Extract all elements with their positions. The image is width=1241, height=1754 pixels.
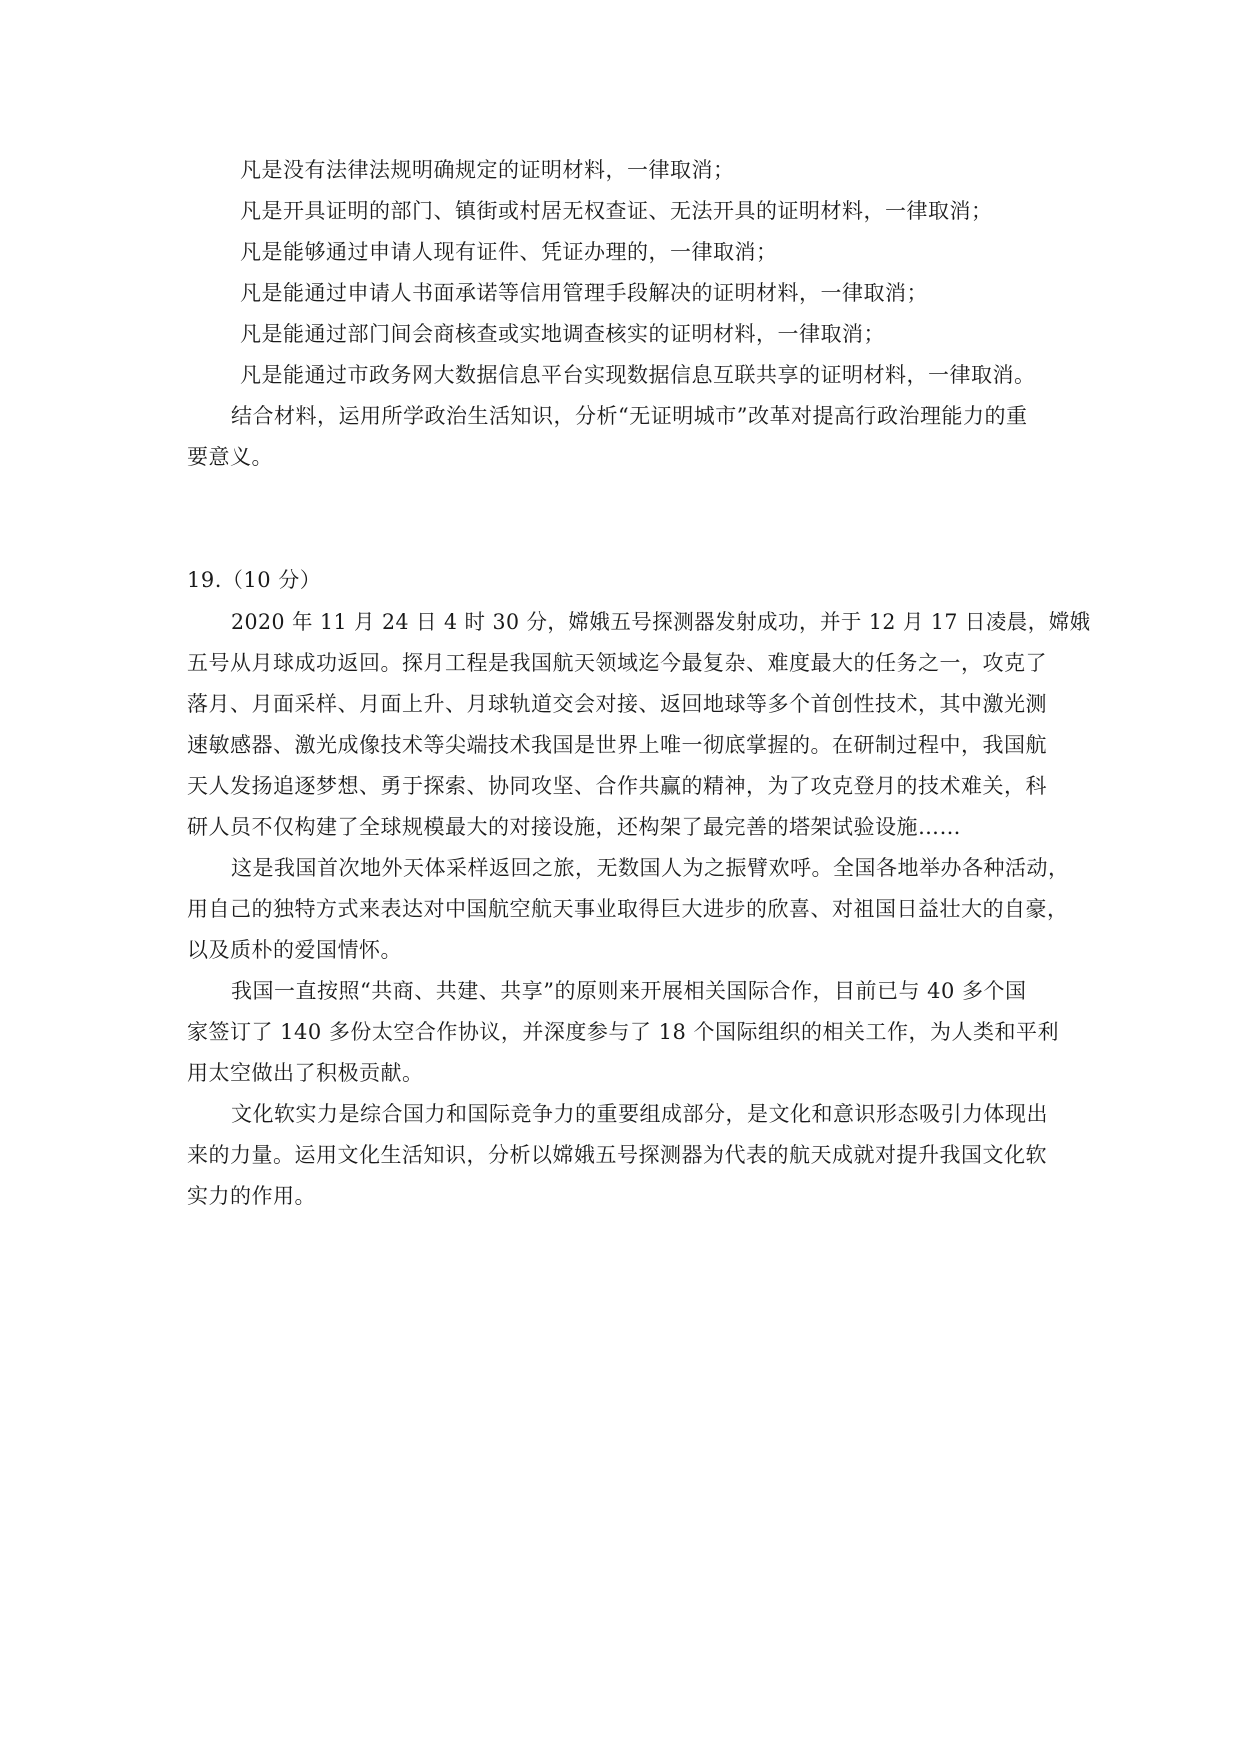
q19-p1-line-1: 2020 年 11 月 24 日 4 时 30 分，嫦娥五号探测器发射成功，并于 12 月 17 日凌晨，嫦娥 — [231, 610, 1091, 634]
rule-line-1: 凡是没有法律法规明确规定的证明材料，一律取消； — [240, 158, 735, 182]
q19-p3-line-3: 用太空做出了积极贡献。 — [187, 1061, 424, 1085]
q19-p4-line-3: 实力的作用。 — [187, 1184, 316, 1208]
rule-line-6: 凡是能通过市政务网大数据信息平台实现数据信息互联共享的证明材料，一律取消。 — [240, 363, 1036, 387]
q19-p2-line-1: 这是我国首次地外天体采样返回之旅，无数国人为之振臂欢呼。全国各地举办各种活动， — [231, 856, 1070, 880]
question-19-heading: 19.（10 分） — [187, 568, 322, 592]
rule-line-5: 凡是能通过部门间会商核查或实地调查核实的证明材料，一律取消； — [240, 322, 885, 346]
rule-line-2: 凡是开具证明的部门、镇街或村居无权查证、无法开具的证明材料，一律取消； — [240, 199, 993, 223]
question-18-line-1: 结合材料，运用所学政治生活知识，分析“无证明城市”改革对提高行政治理能力的重 — [231, 404, 1028, 428]
rule-line-3: 凡是能够通过申请人现有证件、凭证办理的，一律取消； — [240, 240, 778, 264]
q19-p2-line-3: 以及质朴的爱国情怀。 — [187, 938, 402, 962]
q19-p4-line-2: 来的力量。运用文化生活知识，分析以嫦娥五号探测器为代表的航天成就对提升我国文化软 — [187, 1143, 1047, 1167]
q19-p1-line-3: 落月、月面采样、月面上升、月球轨道交会对接、返回地球等多个首创性技术，其中激光测 — [187, 692, 1047, 716]
q19-p3-line-1: 我国一直按照“共商、共建、共享”的原则来开展相关国际合作，目前已与 40 多个国 — [231, 979, 1027, 1003]
question-18-line-2: 要意义。 — [187, 445, 273, 469]
q19-p2-line-2: 用自己的独特方式来表达对中国航空航天事业取得巨大进步的欣喜、对祖国日益壮大的自豪， — [187, 897, 1069, 921]
q19-p3-line-2: 家签订了 140 多份太空合作协议，并深度参与了 18 个国际组织的相关工作，为人类和平利 — [187, 1020, 1060, 1044]
q19-p1-line-4: 速敏感器、激光成像技术等尖端技术我国是世界上唯一彻底掌握的。在研制过程中，我国航 — [187, 733, 1047, 757]
q19-p4-line-1: 文化软实力是综合国力和国际竞争力的重要组成部分，是文化和意识形态吸引力体现出 — [231, 1102, 1048, 1126]
q19-p1-line-2: 五号从月球成功返回。探月工程是我国航天领域迄今最复杂、难度最大的任务之一，攻克了 — [187, 651, 1047, 675]
q19-p1-line-6: 研人员不仅构建了全球规模最大的对接设施，还构架了最完善的塔架试验设施…… — [187, 815, 961, 839]
rule-line-4: 凡是能通过申请人书面承诺等信用管理手段解决的证明材料，一律取消； — [240, 281, 928, 305]
q19-p1-line-5: 天人发扬追逐梦想、勇于探索、协同攻坚、合作共赢的精神，为了攻克登月的技术难关，科 — [187, 774, 1047, 798]
